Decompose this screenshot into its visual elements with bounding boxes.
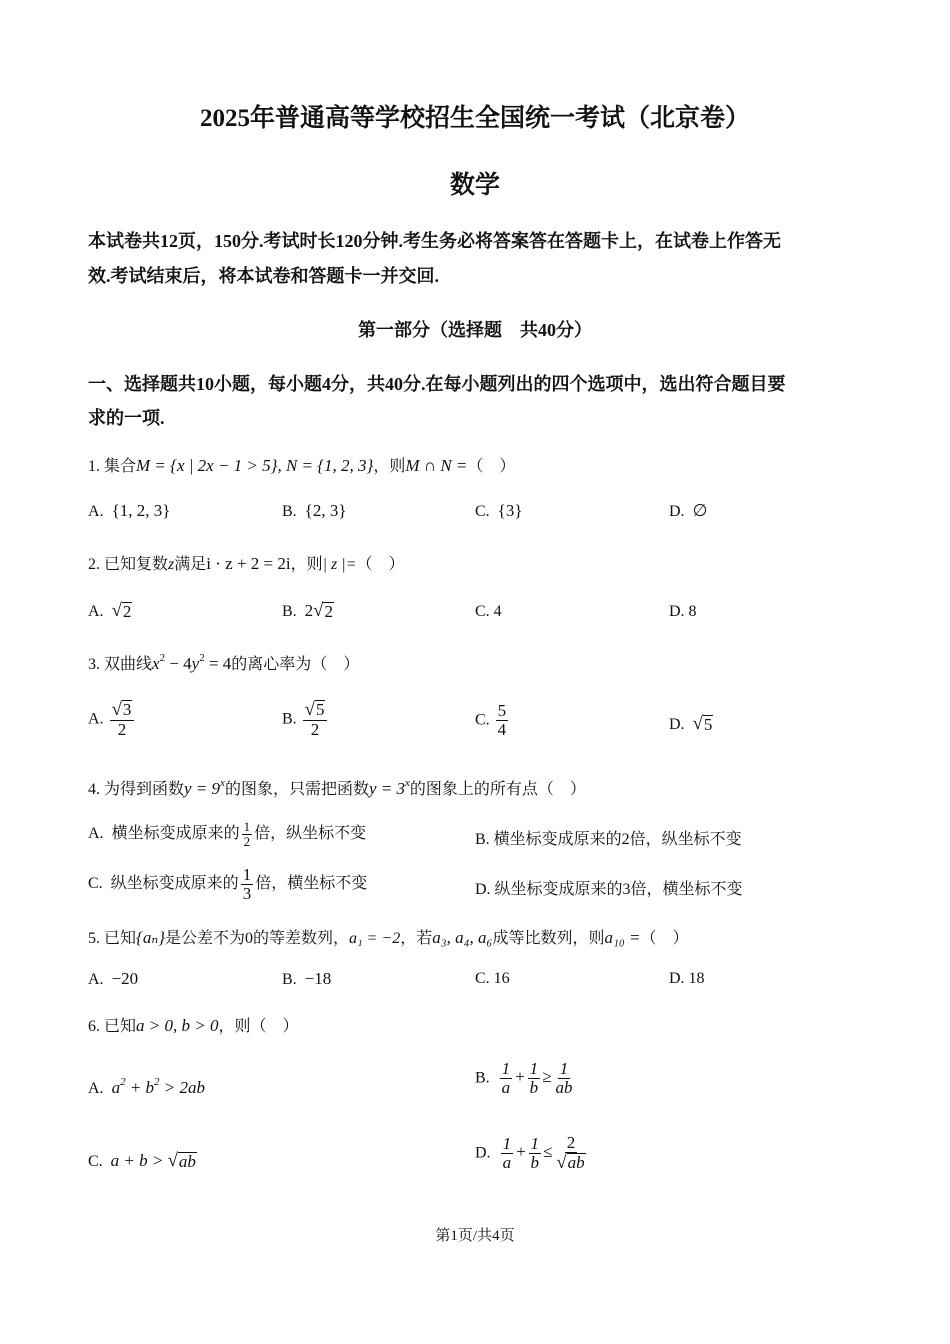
q1-d-value: ∅ xyxy=(692,501,708,520)
q1-a-label: A. xyxy=(88,503,104,520)
q1-mid: ，则 xyxy=(373,458,406,475)
q3-blank: （ ） xyxy=(311,656,360,673)
q3-number: 3. xyxy=(88,656,100,673)
q3-a-fraction: √ 3 2 xyxy=(110,700,135,739)
q6-b-label: B. xyxy=(475,1069,490,1087)
q3-option-c xyxy=(475,702,510,739)
q1-option-a xyxy=(88,501,170,521)
q3-d-label: D. xyxy=(669,716,685,733)
q4-c-post: 倍，横坐标不变 xyxy=(255,875,368,893)
q1-option-d xyxy=(669,501,707,521)
q2-a-label: A. xyxy=(88,603,104,620)
q5-a1: a₁ = −2 xyxy=(349,930,401,947)
question-4: 4. 为得到函数$y = 9^x$的图象，只需把函数$y = 3^x$的图象上的所有点（ ） xyxy=(88,777,586,798)
q2-b-radicand: 2 xyxy=(324,602,333,622)
q1-a-value: {1, 2, 3} xyxy=(111,501,171,520)
q6-option-d xyxy=(475,1134,590,1173)
q4-c-fraction xyxy=(241,866,254,903)
q1-c-value: {3} xyxy=(497,501,523,520)
q2-blank: （ ） xyxy=(356,556,405,573)
q6-a-expr: $a^2 + b^2 > 2ab$ xyxy=(111,1076,206,1097)
question-6 xyxy=(88,1013,299,1036)
q4-mid: 的图象，只需把函数 xyxy=(224,781,369,798)
q4-c-den: 3 xyxy=(242,883,252,903)
q3-x: x xyxy=(152,654,160,673)
part-title: 第一部分（选择题 共40分） xyxy=(358,320,592,340)
q4-func-1: y = 9 xyxy=(184,779,221,798)
q2-option-c: C. 4 xyxy=(475,603,502,620)
q4-c-pre: 纵坐标变成原来的 xyxy=(110,875,239,893)
q3-eq-mid: − 4 xyxy=(165,654,192,673)
exam-title: 2025年普通高等学校招生全国统一考试（北京卷） xyxy=(199,105,750,132)
q4-a-pre: 横坐标变成原来的 xyxy=(111,825,240,842)
q4-option-b: B. 横坐标变成原来的2倍，纵坐标不变 xyxy=(475,831,742,848)
q4-c-label: C. xyxy=(88,875,103,893)
q1-pre: 集合 xyxy=(104,458,137,475)
q5-blank: （ ） xyxy=(640,930,689,947)
q3-post: 的离心率为 xyxy=(231,656,312,673)
question-2 xyxy=(88,551,404,574)
q6-c-expr: a + b > √ ab xyxy=(110,1150,196,1172)
q6-c-label: C. xyxy=(88,1153,103,1170)
section-line-2: 求的一项. xyxy=(88,408,165,428)
q3-pre: 双曲线 xyxy=(104,656,153,673)
q3-option-d xyxy=(669,713,713,735)
q1-blank: （ ） xyxy=(467,458,516,475)
q1-expr: M ∩ N = xyxy=(405,456,468,475)
q3-c-fraction xyxy=(496,702,509,739)
q6-b-expr: $\frac{1}{a}$ + $\frac{1}{b}$ ≥ $\frac{1}{ab}$ xyxy=(501,1059,573,1097)
sqrt-symbol: √ 5 xyxy=(692,713,713,735)
q4-c-num: 1 xyxy=(242,865,252,884)
q3-eq-end: = 4 xyxy=(204,654,232,673)
question-1 xyxy=(88,453,515,476)
q2-b-label: B. xyxy=(282,603,297,620)
q5-option-a xyxy=(88,969,138,989)
q3-a-label: A. xyxy=(88,710,104,728)
q2-b-coef: 2 xyxy=(304,601,314,620)
q2-option-a xyxy=(88,600,132,622)
q5-a-value: −20 xyxy=(111,969,139,988)
q6-pre: 已知 xyxy=(104,1018,137,1035)
q6-d-label: D. xyxy=(475,1144,491,1162)
q2-var: z xyxy=(168,556,175,573)
q2-mid: 满足 xyxy=(174,556,207,573)
q3-a-num: 3 xyxy=(122,700,132,719)
q5-option-d: D. 18 xyxy=(669,970,705,987)
q6-option-a xyxy=(88,1076,205,1098)
q3-b-den: 2 xyxy=(310,719,320,739)
q3-c-label: C. xyxy=(475,711,490,729)
q4-func-2: y = 3 xyxy=(368,779,405,798)
q3-a-den: 2 xyxy=(117,719,127,739)
q5-sequence: {aₙ} xyxy=(136,928,166,947)
q1-c-label: C. xyxy=(475,503,490,520)
q2-number: 2. xyxy=(88,556,100,573)
q6-option-b xyxy=(475,1060,577,1097)
q6-number: 6. xyxy=(88,1018,100,1035)
question-5 xyxy=(88,925,689,948)
q2-equation: i · z + 2 = 2i xyxy=(206,554,291,573)
q1-sets: M = {x | 2x − 1 > 5}, N = {1, 2, 3} xyxy=(136,456,374,475)
q5-option-b xyxy=(282,969,331,989)
q6-a-label: A. xyxy=(88,1080,104,1097)
q2-a-radicand: 2 xyxy=(122,602,132,622)
q1-d-label: D. xyxy=(669,503,685,520)
question-3: 3. 双曲线$x^2 - 4y^2 = 4$的离心率为（ ） xyxy=(88,652,360,673)
q4-option-a xyxy=(88,820,366,848)
q4-option-d: D. 纵坐标变成原来的3倍，横坐标不变 xyxy=(475,881,743,898)
q5-a-label: A. xyxy=(88,971,104,988)
q6-option-c xyxy=(88,1150,197,1172)
q4-a-num: 1 xyxy=(243,819,251,835)
q3-b-label: B. xyxy=(282,710,297,728)
q4-a-den: 2 xyxy=(243,833,251,849)
q3-c-num: 5 xyxy=(497,701,507,720)
q4-blank: （ ） xyxy=(537,781,586,798)
q1-number: 1. xyxy=(88,458,100,475)
sqrt-symbol: √ 2 xyxy=(313,600,333,622)
q1-b-value: {2, 3} xyxy=(304,501,347,520)
q2-option-d: D. 8 xyxy=(669,603,697,620)
q3-b-fraction: √ 5 2 xyxy=(303,700,328,739)
q1-option-c xyxy=(475,501,523,521)
q5-b-label: B. xyxy=(282,971,297,988)
q5-b-value: −18 xyxy=(304,969,332,988)
intro-line-1: 本试卷共12页，150分.考试时长120分钟.考生务必将答案答在答题卡上，在试卷上作答无 xyxy=(88,231,781,251)
q4-post: 的图象上的所有点 xyxy=(409,781,538,798)
q4-option-c xyxy=(88,866,367,903)
q5-mid3: 成等比数列，则 xyxy=(492,930,605,947)
q2-option-b xyxy=(282,600,334,622)
q3-c-den: 4 xyxy=(497,719,507,739)
sqrt-symbol: √ 2 xyxy=(111,600,132,622)
q6-blank: （ ） xyxy=(250,1018,299,1035)
q5-pre: 已知 xyxy=(104,930,137,947)
q5-terms: a₃, a₄, a₆ xyxy=(432,928,493,947)
q2-mid2: ，则 xyxy=(290,556,323,573)
q5-mid: 是公差不为0的等差数列， xyxy=(165,930,350,947)
q4-a-label: A. xyxy=(88,825,104,842)
q3-b-num: 5 xyxy=(315,700,325,719)
q4-pre: 为得到函数 xyxy=(104,781,185,798)
q3-y: y xyxy=(191,654,200,673)
q2-pre: 已知复数 xyxy=(104,556,169,573)
page-footer: 第1页/共4页 xyxy=(435,1228,515,1244)
q1-b-label: B. xyxy=(282,503,297,520)
q3-option-b xyxy=(282,700,329,739)
q6-condition: a > 0, b > 0 xyxy=(136,1016,219,1035)
q5-a10: a₁₀ = xyxy=(604,928,641,947)
q5-option-c: C. 16 xyxy=(475,970,510,987)
intro-line-2: 效.考试结束后，将本试卷和答题卡一并交回. xyxy=(88,266,439,286)
q1-option-b xyxy=(282,501,347,521)
q4-a-post: 倍，纵坐标不变 xyxy=(254,825,367,842)
q4-number: 4. xyxy=(88,781,100,798)
q3-option-a xyxy=(88,700,136,739)
section-line-1: 一、选择题共10小题，每小题4分，共40分.在每小题列出的四个选项中，选出符合题目要 xyxy=(88,374,786,394)
q2-abs: | z |= xyxy=(322,556,357,573)
subject-title: 数学 xyxy=(449,172,500,199)
q3-d-radicand: 5 xyxy=(703,715,713,735)
q4-a-fraction xyxy=(242,820,253,848)
q6-d-expr: $\frac{1}{a}$ + $\frac{1}{b}$ ≤ 2 √ ab xyxy=(502,1133,585,1173)
q5-mid2: ，若 xyxy=(400,930,433,947)
q5-number: 5. xyxy=(88,930,100,947)
q6-post: ，则 xyxy=(218,1018,251,1035)
